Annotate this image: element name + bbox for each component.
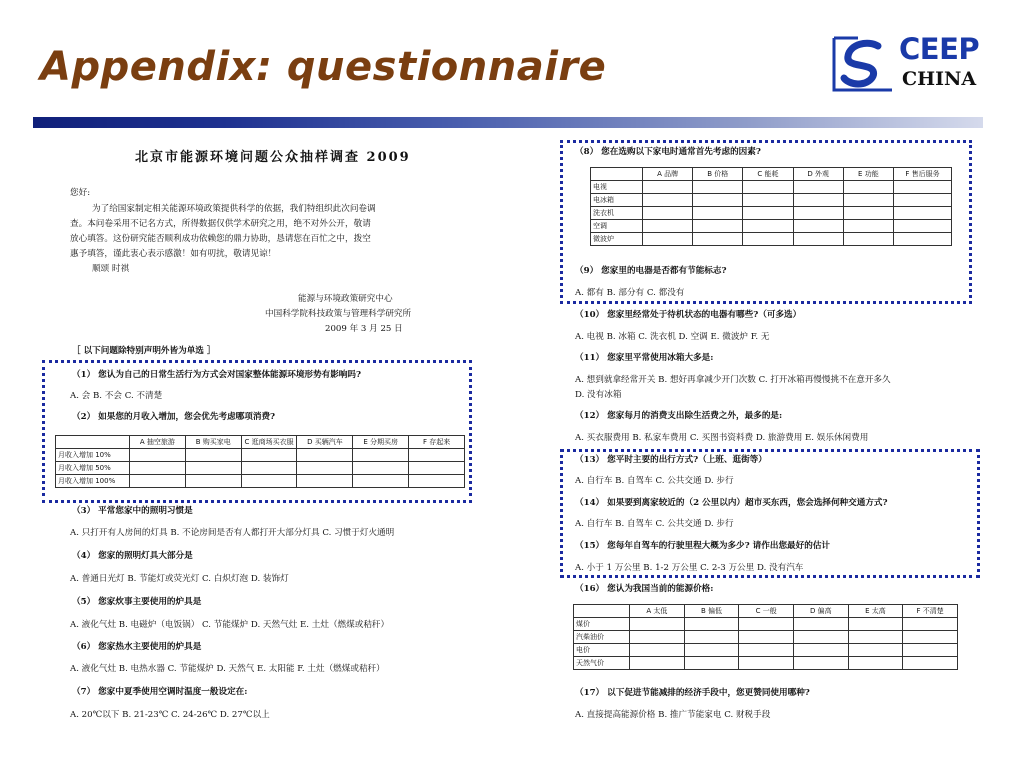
title-divider-bar [33, 117, 983, 128]
question-1-options: A. 会 B. 不会 C. 不清楚 [70, 391, 163, 401]
row-label: 月收入增加 10% [56, 449, 130, 462]
question-9-options: A. 都有 B. 部分有 C. 都没有 [575, 288, 685, 298]
question-7: （7） 您家中夏季使用空调时温度一般设定在: [72, 687, 248, 697]
table-row [574, 618, 958, 631]
table-header-cell: D 外观 [793, 168, 843, 181]
intro-line: 惠予填答，谨此衷心表示感激！如有叨扰，敬请见谅！ [70, 249, 277, 259]
table-header-cell: E 分期买房 [353, 436, 409, 449]
table-header-cell: D 偏高 [793, 605, 848, 618]
table-header-cell: C 一般 [739, 605, 794, 618]
question-13: （13） 您平时主要的出行方式?（上班、逛街等） [575, 455, 767, 465]
row-label: 微波炉 [591, 233, 643, 246]
question-6: （6） 您家热水主要使用的炉具是 [72, 642, 202, 652]
single-choice-note: ［ 以下问题除特别声明外皆为单选 ］ [72, 346, 216, 356]
question-2: （2） 如果您的月收入增加，您会优先考虑哪项消费? [72, 412, 276, 422]
table-row [574, 644, 958, 657]
question-12: （12） 您家每月的消费支出除生活费之外，最多的是: [575, 411, 783, 421]
row-label: 天然气价 [574, 657, 630, 670]
ceep-china-logo [832, 32, 982, 94]
table-header-cell: E 功能 [843, 168, 893, 181]
energy-price-table [573, 604, 958, 670]
highlight-box-q13-q15 [560, 449, 980, 578]
question-12-options: A. 买衣服费用 B. 私家车费用 C. 买图书资料费 D. 旅游费用 E. 娱乐休闲费用 [575, 433, 869, 443]
row-label: 月收入增加 50% [56, 462, 130, 475]
question-16: （16） 您认为我国当前的能源价格: [575, 584, 714, 594]
questionnaire-title: 北京市能源环境问题公众抽样调查 2009 [135, 150, 411, 165]
table-header-cell: A 抽空旅游 [130, 436, 186, 449]
table-header-cell: D 买辆汽车 [297, 436, 353, 449]
question-17: （17） 以下促进节能减排的经济手段中，您更赞同使用哪种? [575, 688, 810, 698]
table-header-cell: E 太高 [848, 605, 903, 618]
question-10: （10） 您家里经常处于待机状态的电器有哪些?（可多选） [575, 310, 802, 320]
table-header-cell: B 偏低 [684, 605, 739, 618]
table-header-cell: F 存起来 [409, 436, 465, 449]
question-1: （1） 您认为自己的日常生活行为方式会对国家整体能源环境形势有影响吗? [72, 370, 362, 380]
table-header-cell: B 购买家电 [185, 436, 241, 449]
row-label: 电视 [591, 181, 643, 194]
question-7-options: A. 20℃以下 B. 21-23℃ C. 24-26℃ D. 27℃以上 [70, 710, 270, 720]
highlight-box-q1-q2 [42, 360, 472, 503]
question-15-options: A. 小于 1 万公里 B. 1-2 万公里 C. 2-3 万公里 D. 没有汽车 [575, 563, 804, 573]
logo-china-text: CHINA [902, 68, 977, 90]
ceep-logo-icon [832, 34, 894, 92]
org-name-1: 能源与环境政策研究中心 [298, 294, 393, 304]
table-row [574, 657, 958, 670]
survey-date: 2009 年 3 月 25 日 [325, 324, 403, 334]
table-header-cell: F 售后服务 [894, 168, 952, 181]
row-label: 月收入增加 100% [56, 475, 130, 488]
row-label: 电冰箱 [591, 194, 643, 207]
question-5-options: A. 液化气灶 B. 电磁炉（电饭锅） C. 节能煤炉 D. 天然气灶 E. 土灶（燃煤或秸秆） [70, 620, 390, 630]
question-8: （8） 您在选购以下家电时通常首先考虑的因素? [575, 147, 761, 157]
question-11-options-2: D. 没有冰箱 [575, 390, 622, 400]
row-label: 汽柴油价 [574, 631, 630, 644]
table-header-row [574, 605, 958, 618]
question-10-options: A. 电视 B. 冰箱 C. 洗衣机 D. 空调 E. 微波炉 F. 无 [575, 332, 770, 342]
question-14-options: A. 自行车 B. 自驾车 C. 公共交通 D. 步行 [575, 519, 734, 529]
question-11: （11） 您家里平常使用冰箱大多是: [575, 353, 714, 363]
intro-line: 为了给国家制定相关能源环境政策提供科学的依据，我们特组织此次问卷调 [92, 204, 376, 214]
question-11-options: A. 想到就拿经常开关 B. 想好再拿减少开门次数 C. 打开冰箱再慢慢挑不在意开多久 [575, 375, 891, 385]
row-label: 空调 [591, 220, 643, 233]
table-header-cell: C 能耗 [743, 168, 793, 181]
question-4: （4） 您家的照明灯具大部分是 [72, 551, 193, 561]
question-9: （9） 您家里的电器是否都有节能标志? [575, 266, 727, 276]
table-header-cell: A 太低 [630, 605, 685, 618]
table-header-cell: F 不清楚 [903, 605, 958, 618]
question-17-options: A. 直接提高能源价格 B. 推广节能家电 C. 财税手段 [575, 710, 771, 720]
highlight-box-q8-q9 [560, 140, 972, 304]
table-header-cell: C 逛商场买衣服 [241, 436, 297, 449]
question-6-options: A. 液化气灶 B. 电热水器 C. 节能煤炉 D. 天然气 E. 太阳能 F. 土灶（燃煤或秸秆） [70, 664, 385, 674]
question-13-options: A. 自行车 B. 自驾车 C. 公共交通 D. 步行 [575, 476, 734, 486]
logo-ceep-text: CEEP [899, 32, 980, 66]
table-header-cell: B 价格 [693, 168, 743, 181]
table-header-cell: A 品牌 [643, 168, 693, 181]
intro-line: 放心填答。这份研究能否顺利成功依赖您的鼎力协助，恳请您在百忙之中，拨空 [70, 234, 371, 244]
question-4-options: A. 普通日光灯 B. 节能灯或荧光灯 C. 白炽灯泡 D. 装饰灯 [70, 574, 289, 584]
question-5: （5） 您家炊事主要使用的炉具是 [72, 597, 202, 607]
question-3-options: A. 只打开有人房间的灯具 B. 不论房间是否有人都打开大部分灯具 C. 习惯于灯火通明 [70, 528, 395, 538]
row-label: 电价 [574, 644, 630, 657]
table-header-cell [574, 605, 630, 618]
slide-title: Appendix: questionnaire [40, 44, 607, 90]
row-label: 煤价 [574, 618, 630, 631]
table-row [574, 631, 958, 644]
greeting: 您好: [70, 188, 91, 198]
intro-line: 顺颂 时祺 [92, 264, 130, 274]
row-label: 洗衣机 [591, 207, 643, 220]
question-14: （14） 如果要到离家较近的（2 公里以内）超市买东西，您会选择何种交通方式? [575, 498, 888, 508]
org-name-2: 中国科学院科技政策与管理科学研究所 [265, 309, 412, 319]
question-3: （3） 平常您家中的照明习惯是 [72, 506, 193, 516]
intro-line: 查。本问卷采用不记名方式，所得数据仅供学术研究之用，绝不对外公开，敬请 [70, 219, 371, 229]
question-15: （15） 您每年自驾车的行驶里程大概为多少? 请作出您最好的估计 [575, 541, 831, 551]
